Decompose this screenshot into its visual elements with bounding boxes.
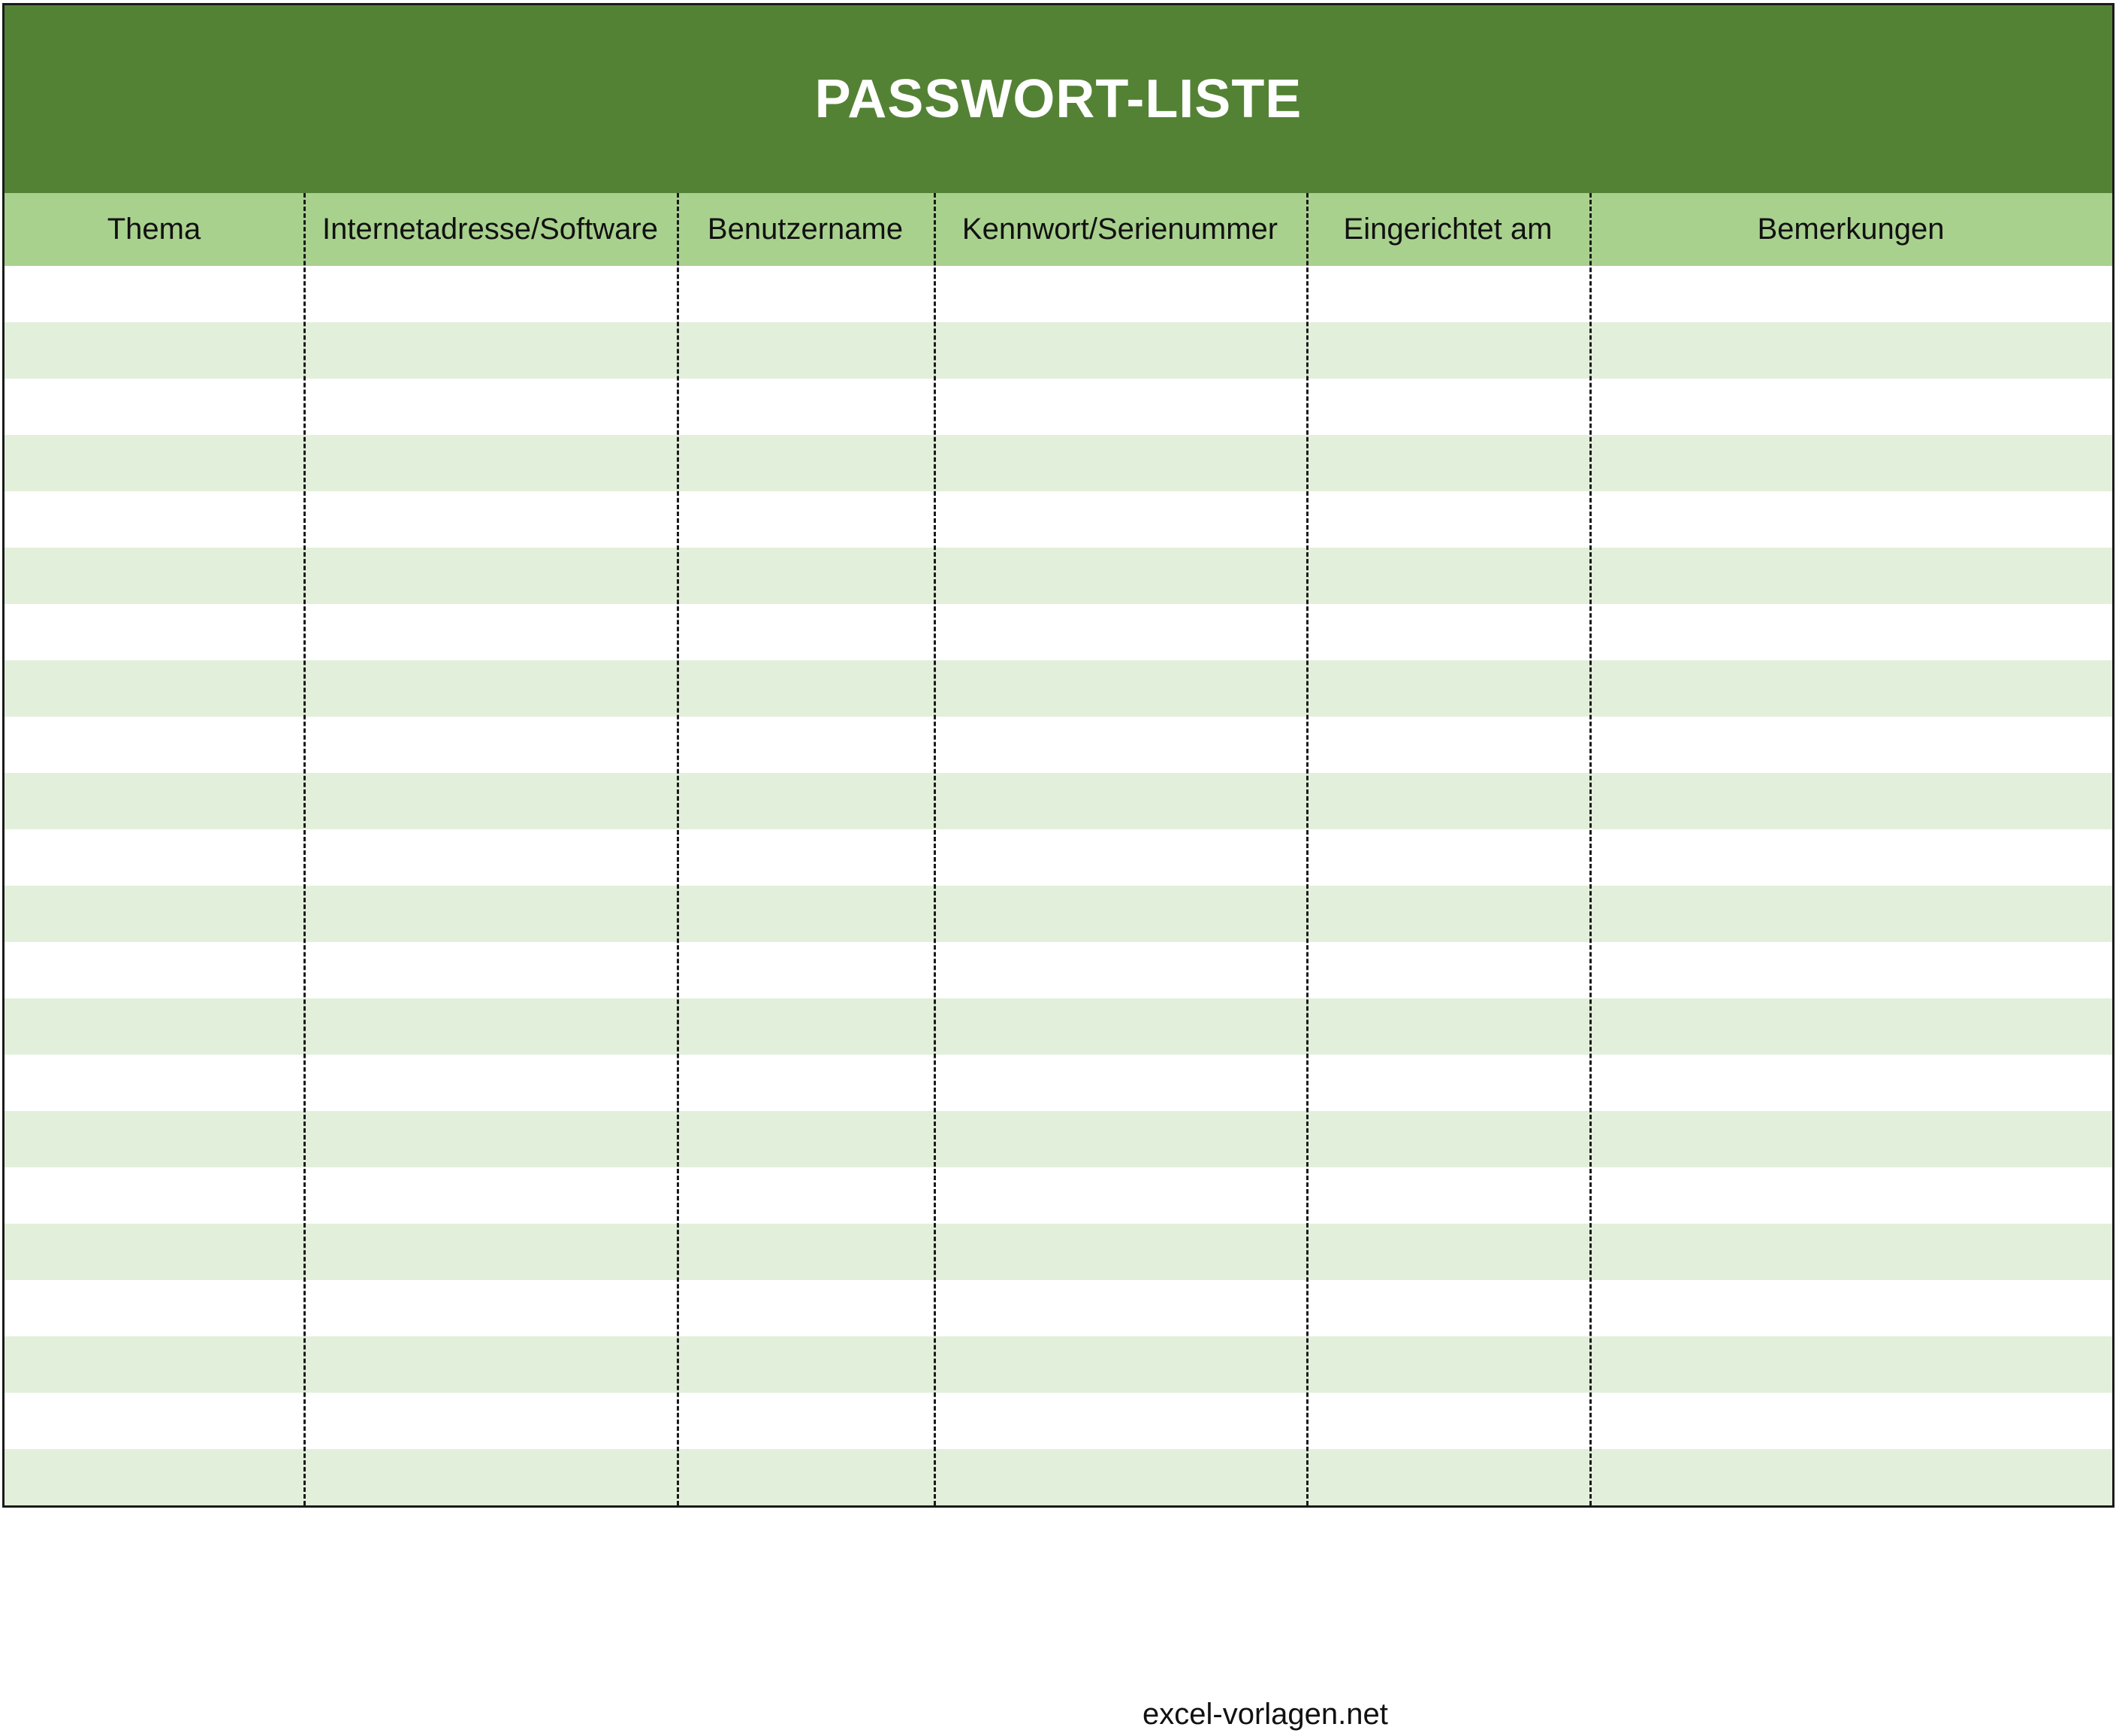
password-table	[5, 193, 2112, 1505]
table-row[interactable]	[5, 886, 2112, 942]
table-row[interactable]	[5, 942, 2112, 998]
column-header-eingerichtet: Eingerichtet am	[1343, 213, 1553, 246]
title-bar	[5, 5, 2112, 193]
table-row[interactable]	[5, 1280, 2112, 1336]
column-divider	[303, 193, 306, 1505]
page-title: PASSWORT-LISTE	[814, 69, 1302, 129]
column-header-thema: Thema	[107, 213, 201, 246]
table-row[interactable]	[5, 548, 2112, 604]
table-row[interactable]	[5, 1167, 2112, 1224]
column-divider	[934, 193, 936, 1505]
table-row[interactable]	[5, 998, 2112, 1055]
table-row[interactable]	[5, 322, 2112, 379]
table-row[interactable]	[5, 1336, 2112, 1393]
table-row[interactable]	[5, 660, 2112, 717]
table-row[interactable]	[5, 604, 2112, 660]
table-row[interactable]	[5, 491, 2112, 548]
table-row[interactable]	[5, 266, 2112, 322]
table-row[interactable]	[5, 1449, 2112, 1505]
table-row[interactable]	[5, 1055, 2112, 1111]
table-row[interactable]	[5, 829, 2112, 886]
table-body	[5, 266, 2112, 1505]
table-row[interactable]	[5, 1393, 2112, 1449]
table-row[interactable]	[5, 773, 2112, 829]
column-divider	[1306, 193, 1309, 1505]
column-divider	[1589, 193, 1592, 1505]
column-header-internetadresse: Internetadresse/Software	[322, 213, 658, 246]
column-header-kennwort: Kennwort/Serienummer	[961, 213, 1278, 246]
column-header-bemerkungen: Bemerkungen	[1757, 213, 1945, 246]
table-row[interactable]	[5, 1111, 2112, 1167]
table-row[interactable]	[5, 435, 2112, 491]
footer-site-link[interactable]: excel-vorlagen.net	[1143, 1698, 1388, 1731]
column-header-benutzername: Benutzername	[707, 213, 904, 246]
table-row[interactable]	[5, 1224, 2112, 1280]
table-row[interactable]	[5, 379, 2112, 435]
password-list-sheet	[2, 3, 2114, 1508]
column-divider	[677, 193, 679, 1505]
table-header-row	[5, 193, 2112, 266]
table-row[interactable]	[5, 717, 2112, 773]
